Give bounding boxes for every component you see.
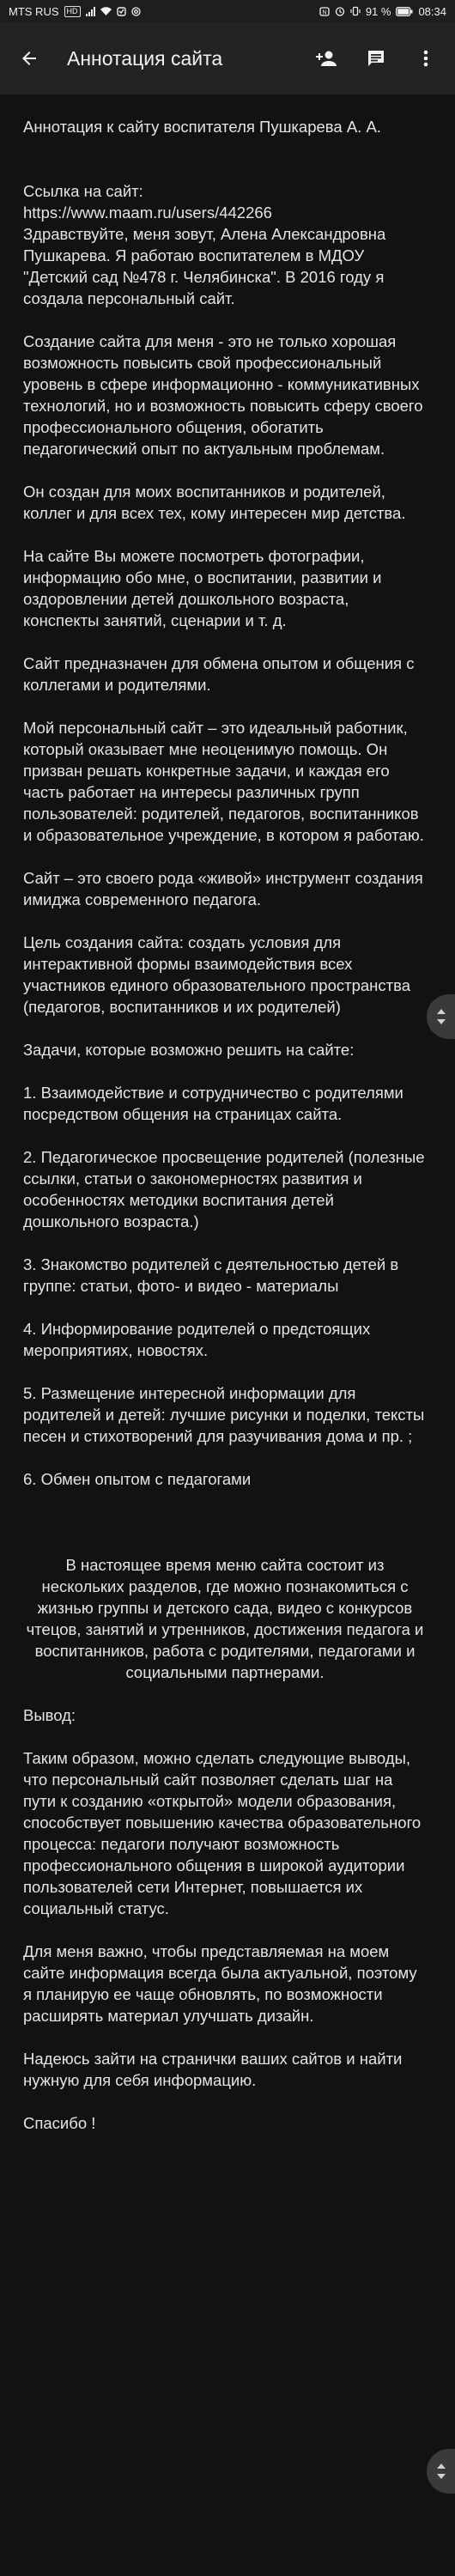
back-button[interactable] (10, 39, 48, 77)
paragraph: Для меня важно, чтобы представляемая на моем сайте информация всегда была актуальной, поэтому я планирую ее чаще обновлять, по возможности расширять материал улучшать дизайн. (23, 1942, 417, 2025)
status-bar (0, 0, 455, 22)
scroll-updown-icon (436, 2462, 446, 2481)
add-person-button[interactable] (307, 39, 345, 77)
paragraph-intro: Ссылка на сайт: https://www.maam.ru/users/442266 Здравствуйте, меня зовут, Алена Александровна Пушкарева. Я работаю воспитателем в МДОУ "Детский сад №478 г. Челябинска". В 2016 году я создала персональный сайт. (23, 182, 386, 307)
more-vert-icon (422, 48, 429, 69)
paragraph: Мой персональный сайт – это идеальный работник, который оказывает мне неоценимую помощь. Он призван решать конкретные задачи, и каждая его часть работает на интересы различных групп пользователей: родителей, педагогов, воспитанников и образовательное учреждение, в котором я работаю. (23, 719, 424, 844)
arrow-back-icon (19, 48, 39, 69)
alarm-icon (335, 6, 345, 16)
app-bar-actions (307, 39, 445, 77)
person-add-icon (314, 48, 338, 69)
paragraph: Таким образом, можно сделать следующие выводы, что персональный сайт позволяет сделать шаг на пути к созданию «открытой» модели образования, способствует повышению качества образовательного процесса: педагоги получают возможность профессионального общения в широкой аудитории пользователей сети Интернет, повышается их социальный статус. (23, 1749, 422, 1917)
notification-icon (117, 7, 126, 16)
svg-text:N: N (322, 9, 327, 15)
fast-scroll-handle[interactable] (427, 994, 455, 1039)
status-left (9, 5, 141, 18)
paragraph: Цель создания сайта: создать условия для интерактивной формы взаимодействия всех участников единого образовательного пространства (педагогов, воспитанников и их родителей) (23, 933, 411, 1016)
status-right (319, 5, 446, 18)
app-bar (0, 22, 455, 94)
annotation-text (23, 116, 427, 2155)
battery-icon (396, 7, 413, 16)
more-options-button[interactable] (407, 39, 445, 77)
network-badge: HD (64, 6, 81, 17)
paragraph: Сайт предназначен для обмена опытом и общения с коллегами и родителями. (23, 654, 415, 694)
paragraph: Вывод: (23, 1706, 76, 1724)
clock: 08:34 (418, 4, 446, 18)
scroll-updown-icon (436, 1007, 446, 1026)
nfc-icon (319, 7, 330, 16)
vibrate-icon (350, 6, 361, 16)
paragraph: Создание сайта для меня - это не только хорошая возможность повысить свой профессиональный уровень в сфере информационно - коммуникативных технологий, но и возможность повысить сферу своего профессионального общения, обогатить педагогический опыт по актуальным проблемам. (23, 332, 423, 458)
list-item: 1. Взаимодействие и сотрудничество с родителями посредством общения на страницах сайта. (23, 1084, 403, 1123)
paragraph: Задачи, которые возможно решить на сайте: (23, 1041, 355, 1059)
list-item: 4. Информирование родителей о предстоящих мероприятиях, новостях. (23, 1320, 371, 1359)
at-icon (131, 7, 141, 16)
page-title: Аннотация сайта (67, 46, 223, 70)
signal-icon (86, 7, 95, 16)
comments-button[interactable] (357, 39, 395, 77)
chat-icon (366, 48, 386, 69)
list-item: 2. Педагогическое просвещение родителей (полезные ссылки, статьи о закономерностях развития и особенностях методики воспитания детей дошкольного возраста.) (23, 1148, 425, 1230)
paragraph: В настоящее время меню сайта состоит из нескольких разделов, где можно познакомиться с жизнью группы и детского сада, видео с конкурсов чтецов, занятий и утренников, достижения педагога и воспитанников, работа с родителями, педагогами и социальными партнерами. (26, 1556, 424, 1681)
fast-scroll-handle[interactable] (427, 2449, 455, 2494)
paragraph: Сайт – это своего рода «живой» инструмент создания имиджа современного педагога. (23, 869, 423, 908)
paragraph: На сайте Вы можете посмотреть фотографии, информацию обо мне, о воспитании, развитии и оздоровлении детей дошкольного возраста, конспекты занятий, сценарии и т. д. (23, 547, 382, 629)
list-item: 3. Знакомство родителей с деятельностью детей в группе: статьи, фото- и видео - материалы (23, 1255, 399, 1295)
list-item: 5. Размещение интересной информации для родителей и детей: лучшие рисунки и поделки, тексты песен и стихотворений для разучивания дома и пр. ; (23, 1384, 425, 1445)
paragraph-heading: Аннотация к сайту воспитателя Пушкарева А. А. (23, 118, 381, 136)
battery-percent: 91 % (365, 4, 391, 18)
wifi-icon (100, 7, 112, 16)
paragraph: Он создан для моих воспитанников и родителей, коллег и для всех тех, кому интересен мир детства. (23, 483, 406, 522)
paragraph: Спасибо ! (23, 2114, 96, 2132)
carrier-label: MTS RUS (9, 4, 59, 18)
list-item: 6. Обмен опытом с педагогами (23, 1470, 252, 1488)
paragraph: Надеюсь зайти на странички ваших сайтов и найти нужную для себя информацию. (23, 2050, 403, 2089)
